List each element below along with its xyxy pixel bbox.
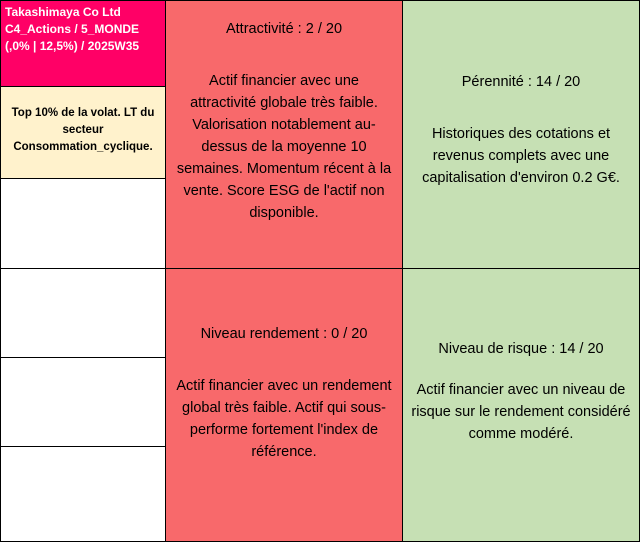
attractivite-text: Actif financier avec une attractivité globale très faible. Valorisation notablement au-dessus de la moyenne 10 semaines. Momentum récent à la vente. Score ESG de l'actif non disponible.	[176, 73, 392, 221]
empty-cell-4[interactable]	[1, 447, 166, 541]
empty-cell-1[interactable]	[1, 179, 166, 269]
attractivite-cell[interactable]	[166, 1, 403, 269]
perennite-title: Pérennité : 14 / 20	[461, 74, 581, 90]
empty-cell-2[interactable]	[1, 269, 166, 358]
risque-title: Niveau de risque : 14 / 20	[438, 341, 604, 357]
rendement-cell[interactable]	[166, 269, 403, 541]
risque-cell[interactable]	[403, 269, 639, 541]
attractivite-title: Attractivité : 2 / 20	[225, 21, 343, 37]
perennite-cell[interactable]	[403, 1, 639, 269]
risque-text: Actif financier avec un niveau de risque sur le rendement considéré comme modéré.	[411, 382, 631, 442]
asset-header-cell[interactable]	[1, 1, 166, 87]
volatility-note: Top 10% de la volat. LT du secteur Consommation_cyclique.	[11, 107, 155, 153]
volatility-note-cell[interactable]	[1, 87, 166, 179]
rendement-text: Actif financier avec un rendement global très faible. Actif qui sous-performe fortement l'index de référence.	[176, 378, 392, 460]
asset-period: (,0% | 12,5%) / 2025W35	[5, 39, 140, 53]
asset-category: C4_Actions / 5_MONDE	[5, 22, 140, 36]
empty-cell-3[interactable]	[1, 358, 166, 447]
asset-name: Takashimaya Co Ltd	[5, 5, 121, 19]
perennite-text: Historiques des cotations et revenus complets avec une capitalisation d'environ 0.2 G€.	[422, 126, 620, 186]
rendement-title: Niveau rendement : 0 / 20	[200, 326, 368, 342]
